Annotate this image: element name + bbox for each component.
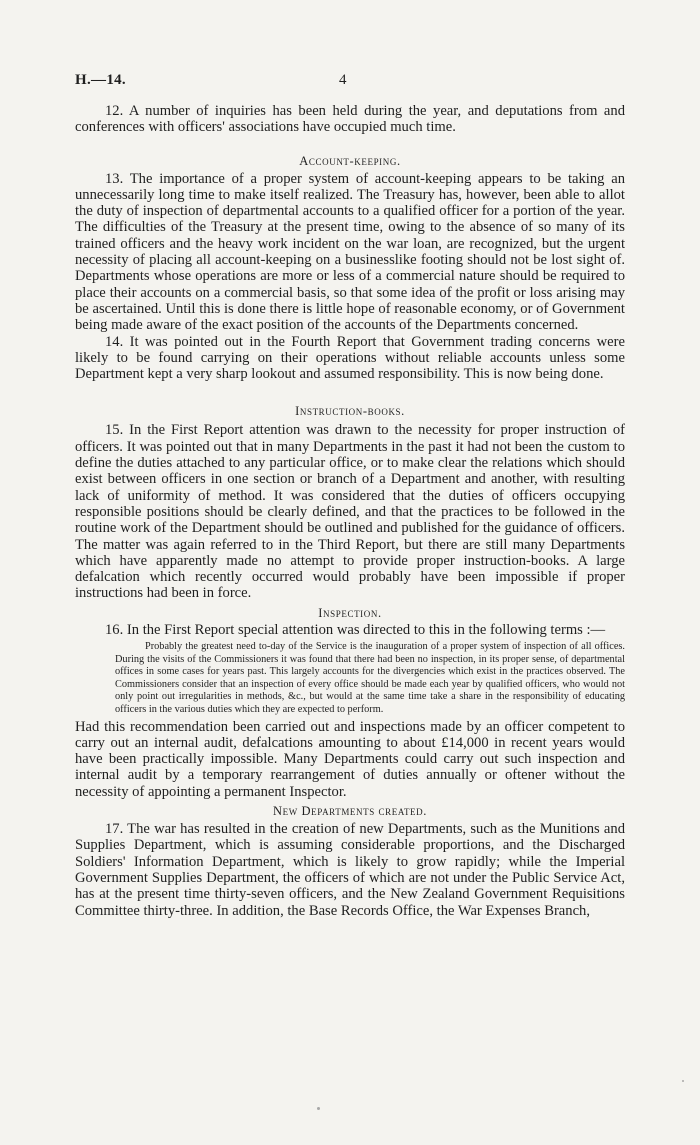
paragraph-14: 14. It was pointed out in the Fourth Report that Government trading concerns were likely to be found carrying on their operations without reliable accounts unless some Department kept a very sharp lookout and assumed responsibility. This is now being done. <box>75 333 625 383</box>
paragraph-13: 13. The importance of a proper system of account-keeping appears to be taking an unnecessarily long time to make itself realized. The Treasury has, however, been able to allot the duty of inspection of departmental accounts to a qualified officer for a portion of the year. The difficulties of the Treasury at the present time, owing to the absence of so many of its trained officers and the heavy work incident on the war loan, are recognized, but the urgent necessity of placing all account-keeping on a businesslike footing should not be lost sight of. Departments whose operations are more or less of a commercial nature should be required to place their accounts on a commercial basis, so that some idea of the profit or loss arising may be ascertained. Until this is done there is little hope of reasonable economy, or of Government being made aware of the exact position of the accounts of the Departments concerned. <box>75 170 625 334</box>
section-heading-instruction-books: Instruction-books. <box>295 404 405 419</box>
section-heading-account-keeping: Account-keeping. <box>299 153 401 168</box>
block-quote: Probably the greatest need to-day of the Service is the inauguration of a proper system of inspection of all offices. During the visits of the Commissioners it was found that there had been no inspection, in its proper sense, of departmental offices in some cases for years past. This largely accounts for the divergencies which exist in the practices observed. The Commissioners consider that an inspection of every office should be made each year by qualified officers, who would not only point out irregularities in methods, &c., but would at the same time take a share in the responsibility of educating officers in the various duties which they are expected to perform. <box>115 641 625 715</box>
paragraph-15: 15. In the First Report attention was drawn to the necessity for proper instruction of officers. It was pointed out that in many Departments in the past it had not been the custom to define the duties attached to any particular office, or to make clear the relations which should exist between officers in one section or branch of a Department and another, with resulting lack of uniformity of method. It was considered that the duties of officers occupying responsible positions should be clearly defined, and that the practices to be followed in the routine work of the Department should be outlined and published for the guidance of officers. The matter was again referred to in the Third Report, but there are still many Departments which have apparently made no attempt to provide proper instruction-books. A large defalcation which recently occurred would probably have been impossible if proper instructions had been in force. <box>75 422 625 602</box>
paragraph-16-continued: Had this recommendation been carried out and inspections made by an officer competent to carry out an internal audit, defalcations amounting to about £14,000 in recent years would have been practically impossible. Many Departments could carry out such inspection and internal audit by a temporary rearrangement of duties annually or oftener without the necessity of appointing a permanent Inspector. <box>75 718 625 800</box>
paragraph-12: 12. A number of inquiries has been held during the year, and deputations from and conferences with officers' associations have occupied much time. <box>75 103 625 136</box>
page-number: 4 <box>339 72 347 88</box>
paragraph-16: 16. In the First Report special attention was directed to this in the following terms :— <box>105 621 606 638</box>
document-id: H.—14. <box>75 72 126 88</box>
page-body <box>75 103 625 919</box>
page-header <box>75 72 625 94</box>
scan-speck <box>317 1107 320 1110</box>
paragraph-17: 17. The war has resulted in the creation of new Departments, such as the Munitions and Supplies Department, which is assuming considerable proportions, and the Discharged Soldiers' Information Department, which is likely to grow rapidly; while the Imperial Government Supplies Department, the officers of which are not under the Public Service Act, has at the present time thirty-seven officers, and the New Zealand Government Requisitions Committee thirty-three. In addition, the Base Records Office, the War Expenses Branch, <box>75 821 625 919</box>
section-heading-new-departments: New Departments created. <box>273 804 427 819</box>
scan-speck <box>682 1080 684 1082</box>
section-heading-inspection: Inspection. <box>318 605 382 620</box>
